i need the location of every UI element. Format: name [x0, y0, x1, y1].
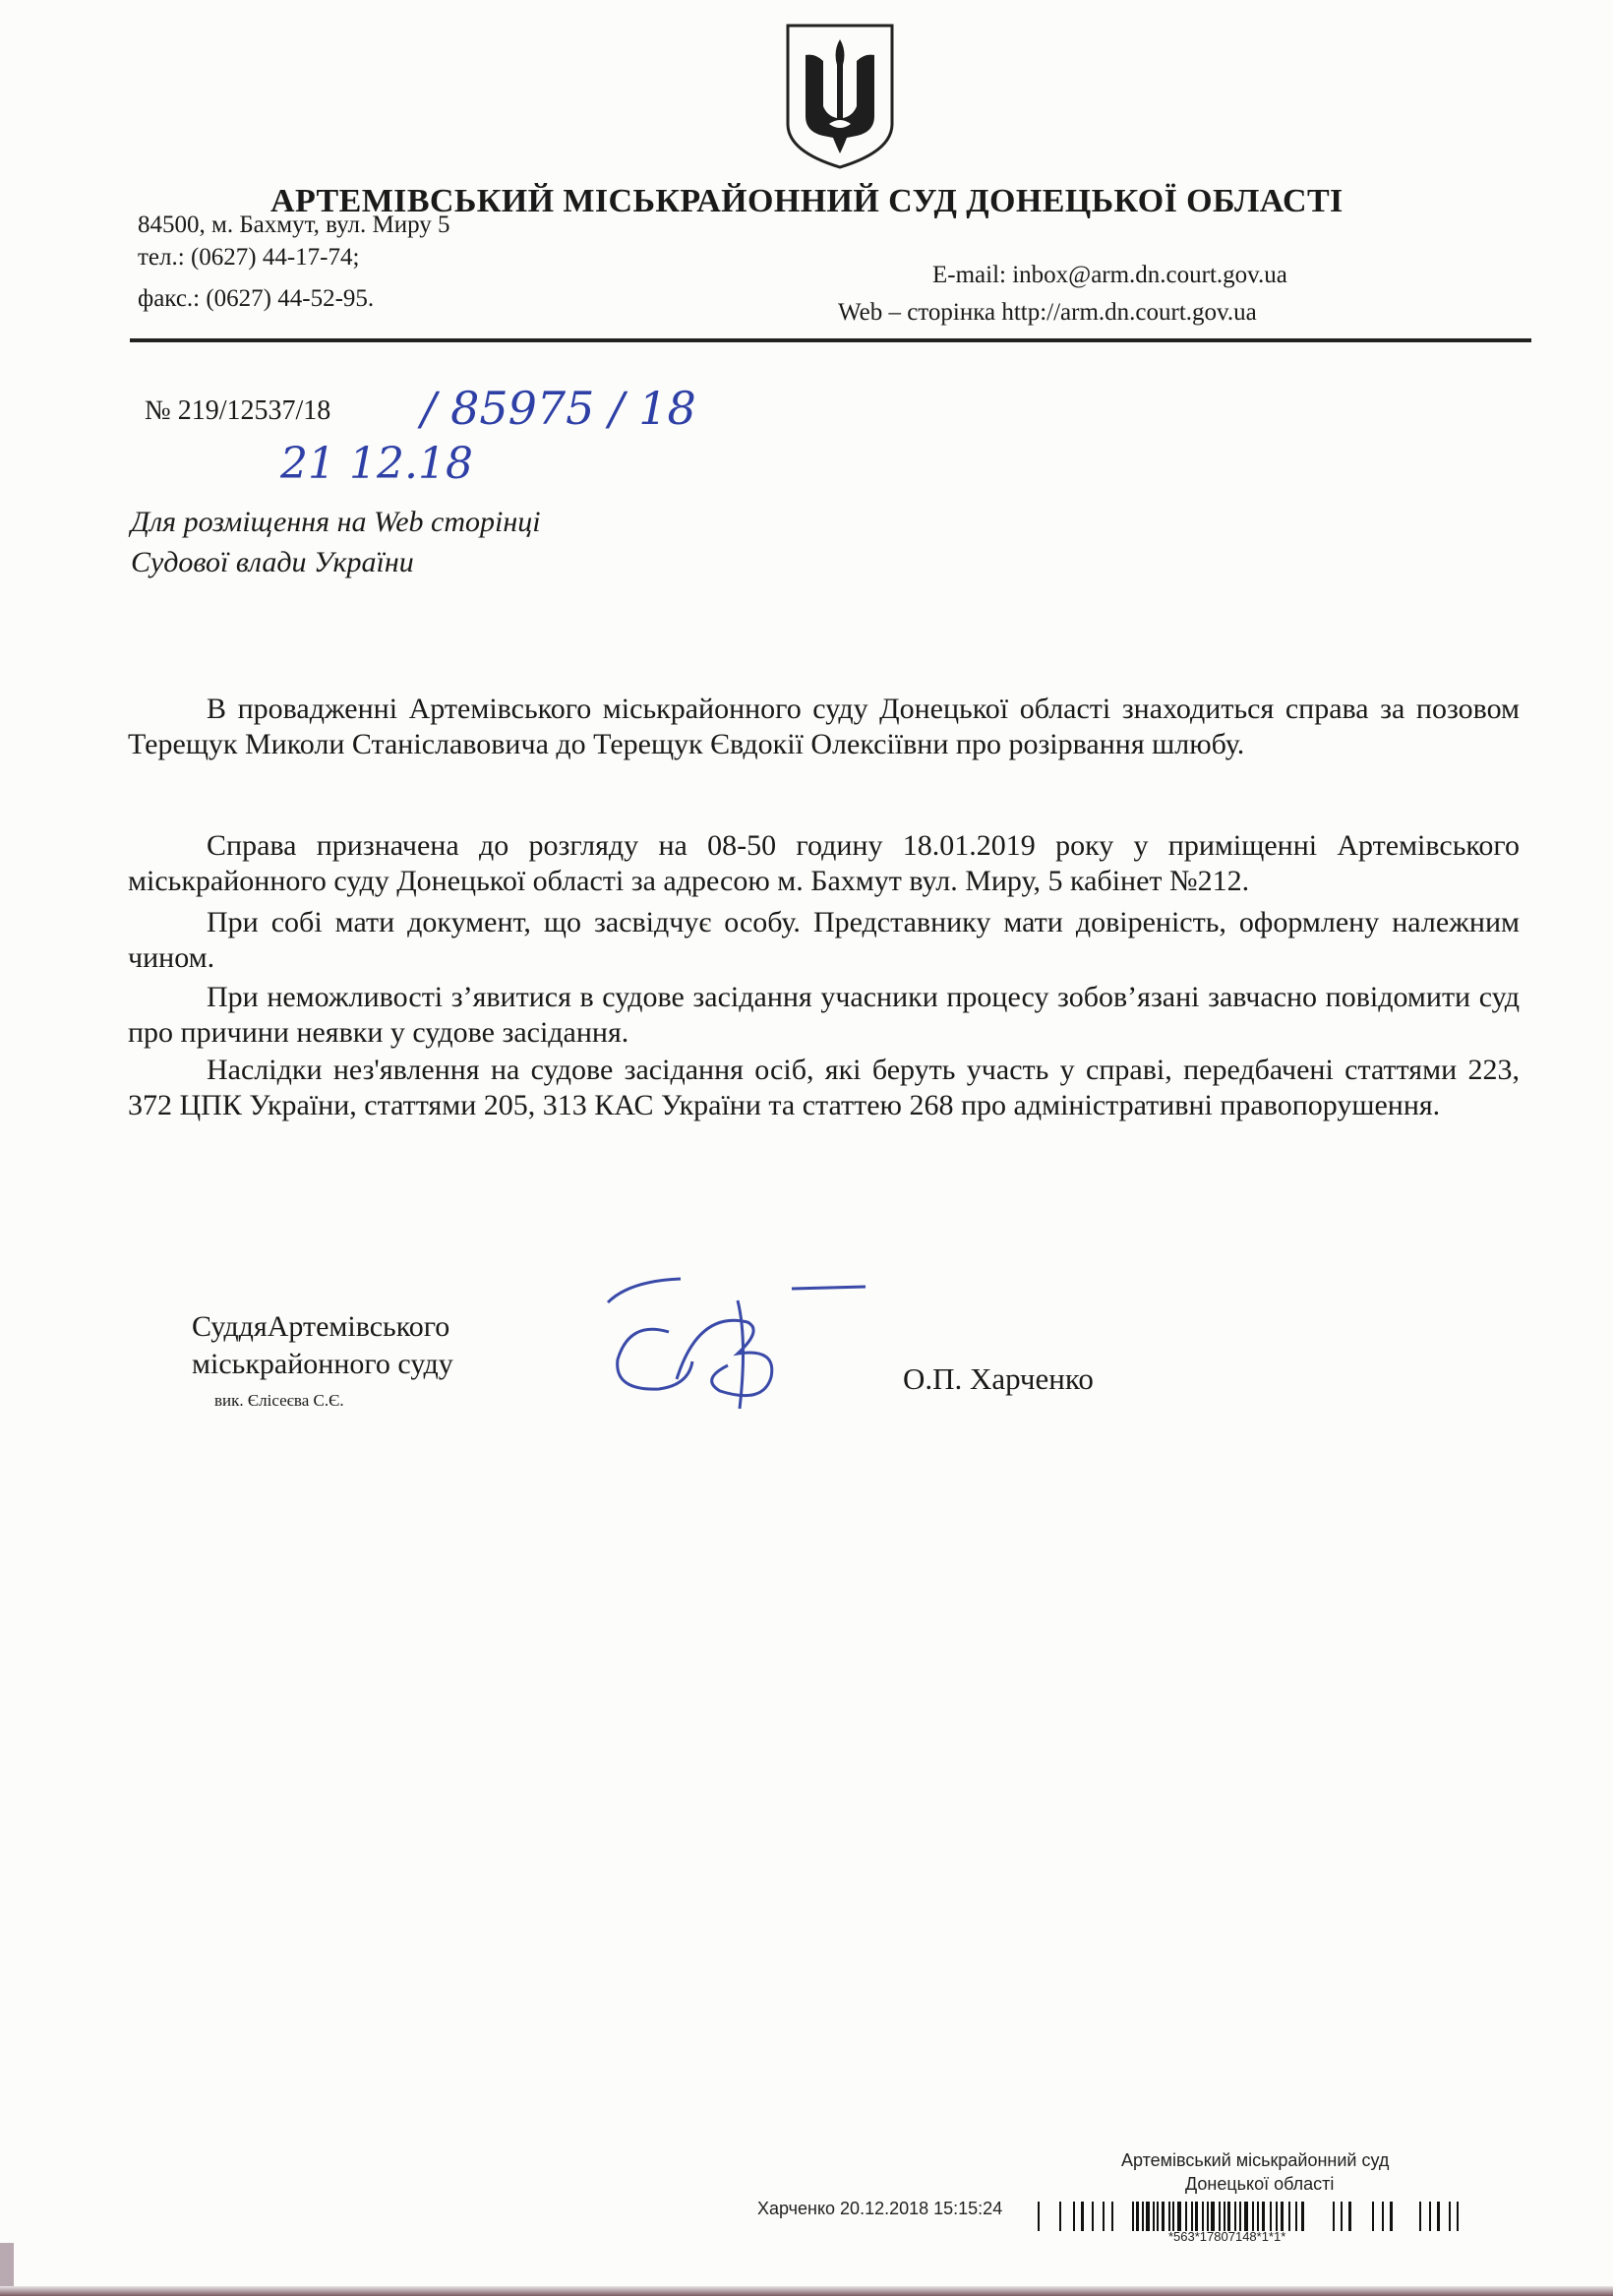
judge-role-line-1: СуддяАртемівського — [192, 1310, 450, 1343]
stamp-user-timestamp: Харченко 20.12.2018 15:15:24 — [757, 2199, 1003, 2218]
executor-note: вик. Єлісеєва С.Є. — [214, 1391, 344, 1410]
handwritten-signature — [590, 1271, 885, 1419]
purpose-line-1: Для розміщення на Web сторінці — [131, 506, 541, 538]
paragraph-documents: При собі мати документ, що засвідчує особу. Представнику мати довіреність, оформлену належним чином. — [128, 906, 1520, 974]
barcode-text: *563*17807148*1*1* — [1168, 2229, 1286, 2244]
court-address: 84500, м. Бахмут, вул. Миру 5 — [138, 211, 450, 238]
stamp-org-line-2: Донецької області — [1185, 2174, 1335, 2194]
paragraph-case-description: В провадженні Артемівського міськрайонного суду Донецької області знаходиться справа за позовом Терещук Миколи Станіславовича до Терещук Євдокії Олексіївни про розірвання шлюбу. — [128, 693, 1520, 760]
paragraph-consequences: Наслідки нез'явлення на судове засідання осіб, які беруть участь у справі, передбачені статтями 223, 372 ЦПК України, статтями 205, 313 КАС України та статтею 268 про адміністративні правопорушення. — [128, 1054, 1520, 1121]
coat-of-arms-icon — [782, 22, 898, 169]
judge-role-line-2: міськрайонного суду — [192, 1348, 453, 1380]
stamp-org-line-1: Артемівський міськрайонний суд — [1121, 2150, 1390, 2170]
court-name-heading: АРТЕМІВСЬКИЙ МІСЬКРАЙОННИЙ СУД ДОНЕЦЬКОЇ ОБЛАСТІ — [270, 183, 1344, 219]
paragraph-absence-notice: При неможливості з’явитися в судове засідання учасники процесу зобов’язані завчасно повідомити суд про причини неявки у судове засідання. — [128, 981, 1520, 1049]
court-email: E-mail: inbox@arm.dn.court.gov.ua — [932, 262, 1287, 288]
header-divider — [130, 338, 1531, 342]
court-phone: тел.: (0627) 44-17-74; — [138, 244, 360, 271]
judge-name: О.П. Харченко — [903, 1361, 1094, 1396]
purpose-line-2: Судової влади України — [131, 546, 414, 578]
court-website: Web – сторінка http://arm.dn.court.gov.ua — [838, 299, 1257, 326]
paragraph-hearing-schedule: Справа призначена до розгляду на 08-50 годину 18.01.2019 року у приміщенні Артемівського міськрайонного суду Донецької області за адресою м. Бахмут вул. Миру, 5 кабінет №212. — [128, 829, 1520, 897]
court-fax: факс.: (0627) 44-52-95. — [138, 285, 375, 312]
handwritten-outgoing-number: / 85975 / 18 — [421, 382, 696, 435]
case-registration-number: № 219/12537/18 — [145, 395, 331, 426]
scan-edge-bottom — [0, 2286, 1613, 2296]
handwritten-date: 21 12.18 — [280, 439, 473, 489]
